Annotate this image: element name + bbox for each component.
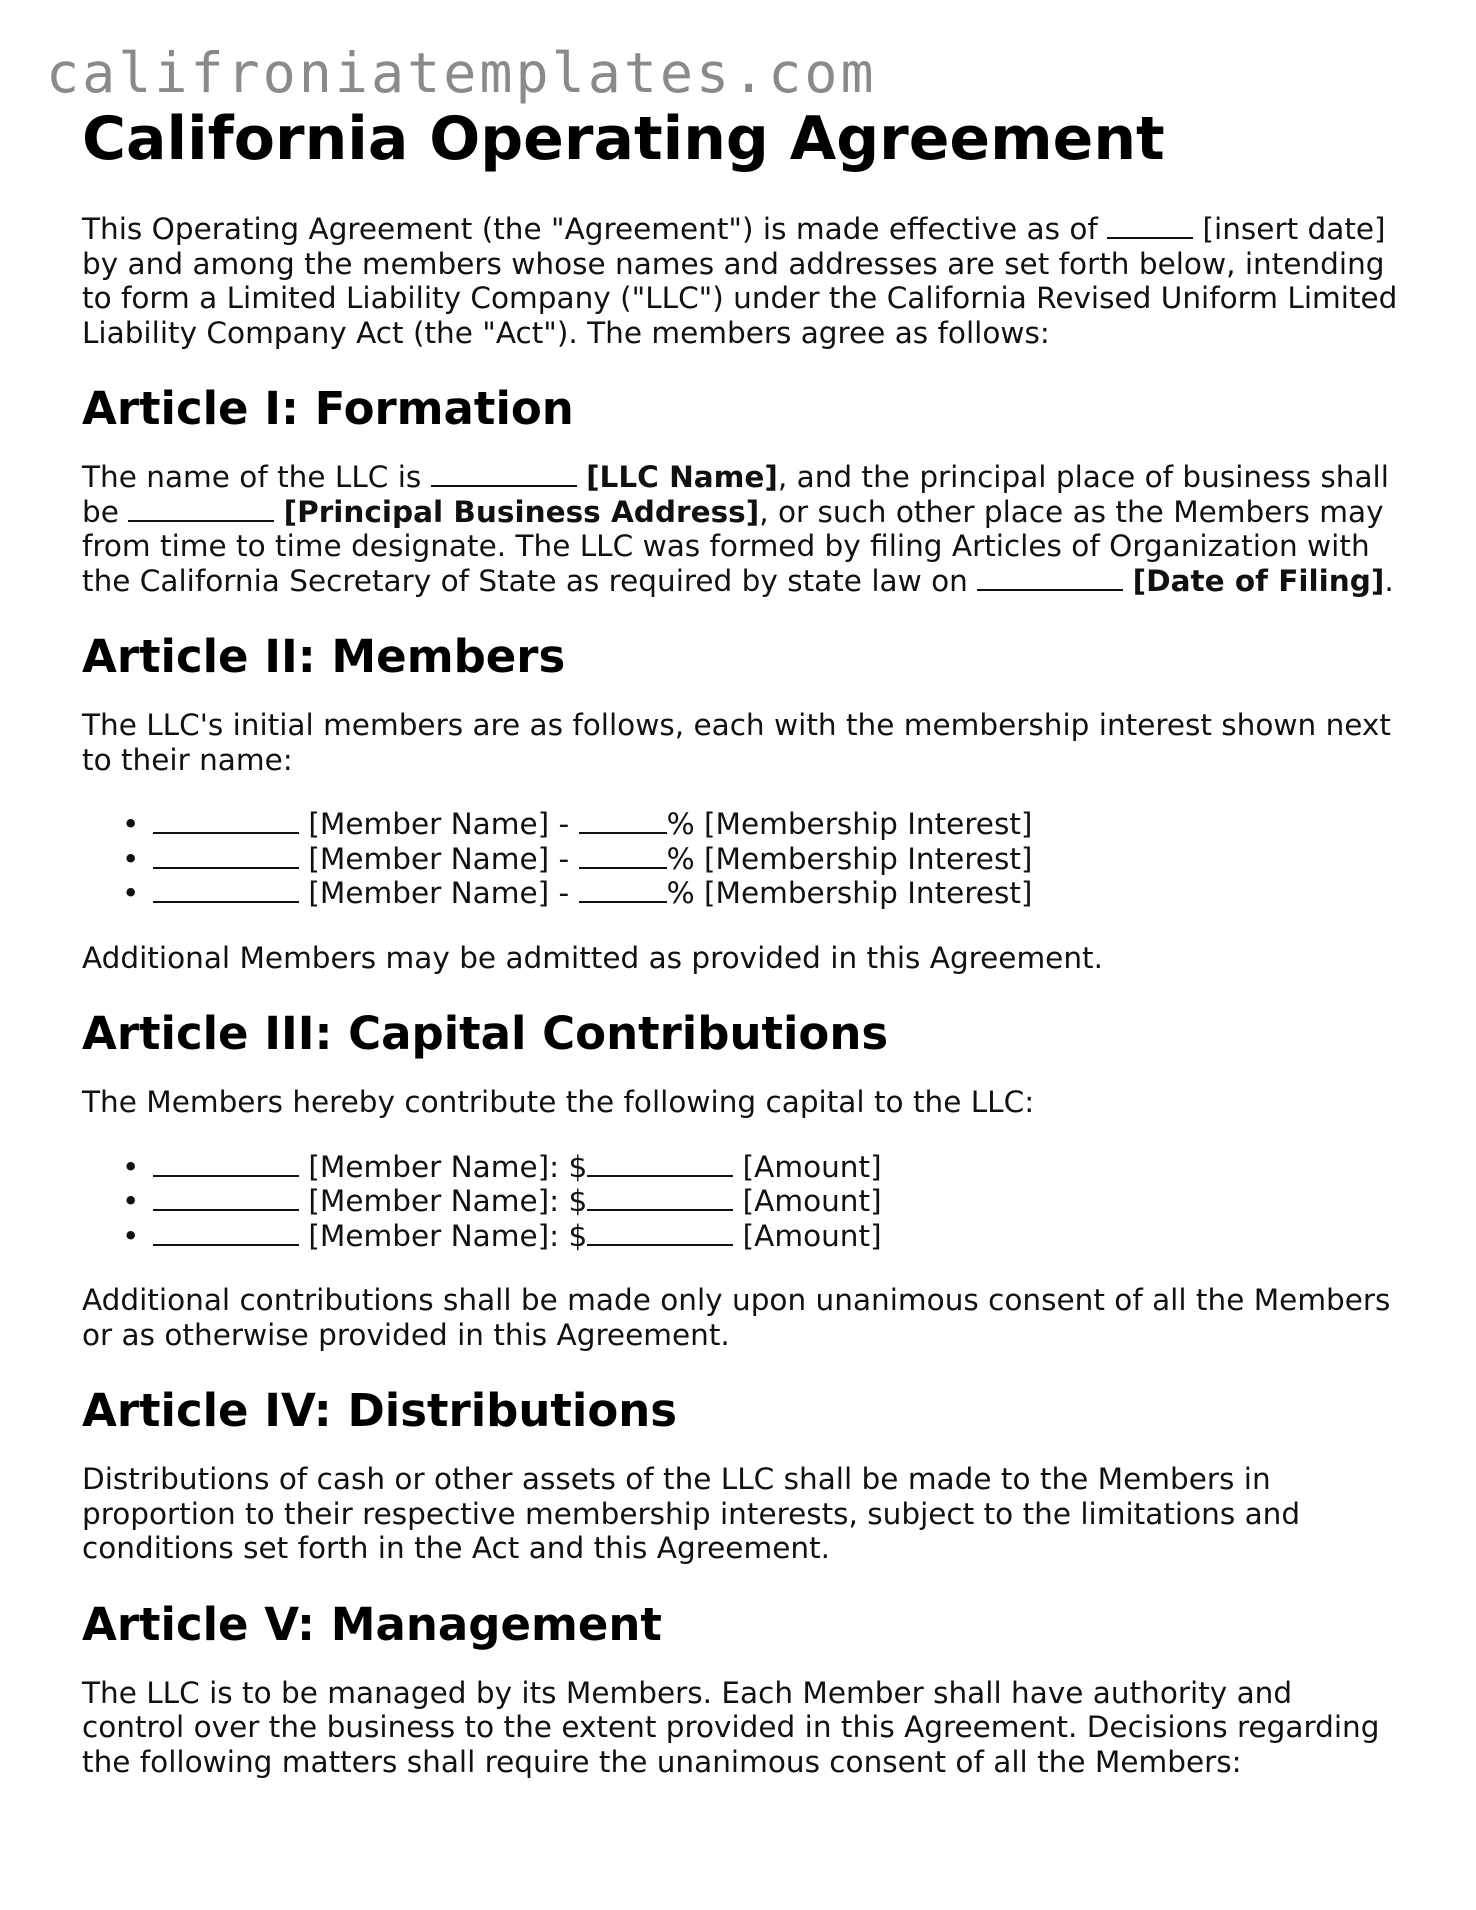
address-blank [128, 496, 274, 522]
list-item [153, 842, 1402, 877]
article-1-text-3: , or such other place as the Members may from time to time designate. The LLC was formed by filing Articles of Organization with the California Secretary of State as required by state law on [82, 494, 1384, 598]
article-5-paragraph: The LLC is to be managed by its Members. Each Member shall have authority and control over the business to the extent provided in this Agreement. Decisions regarding the following matters shall require the unanimous consent of all the Members: [82, 1675, 1380, 1779]
member-name-blank [153, 877, 299, 903]
intro-text-2: [insert date] by and among the members whose names and addresses are set forth below, intending to form a Limited Liability Company ("LLC") under the California Revised Uniform Limited Liability Company Act (the "Act"). The members agree as follows: [82, 212, 1398, 350]
interest-blank [579, 877, 667, 903]
interest-blank [579, 808, 667, 834]
member-name-blank [153, 843, 299, 869]
amount-placeholder: [Amount] [742, 1218, 882, 1253]
article-3-paragraph: The Members hereby contribute the following capital to the LLC: [82, 1085, 1035, 1119]
article-5-heading: Article V: Management [82, 1597, 662, 1651]
member-name-placeholder: [Member Name] - [308, 876, 570, 910]
interest-placeholder: % [Membership Interest] [666, 876, 1033, 910]
member-name-blank [153, 1185, 299, 1211]
member-name-placeholder: [Member Name]: $ [308, 1149, 588, 1184]
amount-placeholder: [Amount] [742, 1149, 882, 1184]
list-item [153, 1219, 1402, 1254]
list-item [153, 876, 1402, 911]
interest-blank [579, 843, 667, 869]
article-2-after: Additional Members may be admitted as provided in this Agreement. [82, 940, 1103, 975]
llc-name-placeholder: [LLC Name] [586, 460, 778, 494]
list-item [153, 807, 1402, 842]
amount-blank [587, 1220, 733, 1246]
member-name-blank [153, 1151, 299, 1177]
list-item [153, 1184, 1402, 1219]
article-1-text-1: The name of the LLC is [82, 460, 422, 494]
document-title: California Operating Agreement [82, 104, 1165, 174]
amount-placeholder: [Amount] [742, 1184, 882, 1218]
interest-placeholder: % [Membership Interest] [666, 841, 1033, 876]
amount-blank [587, 1151, 733, 1177]
interest-placeholder: % [Membership Interest] [666, 807, 1033, 841]
article-3-after: Additional contributions shall be made only upon unanimous consent of all the Members or as otherwise provided in this Agreement. [82, 1283, 1391, 1352]
filing-date-placeholder: [Date of Filing] [1132, 563, 1385, 598]
member-name-placeholder: [Member Name]: $ [308, 1218, 588, 1253]
article-1-heading: Article I: Formation [82, 382, 574, 435]
amount-blank [587, 1185, 733, 1211]
article-2-heading: Article II: Members [82, 630, 566, 683]
contributions-list [82, 1150, 1402, 1254]
article-1-text-2: , and the principal place of business shall be [82, 460, 1389, 529]
address-placeholder: [Principal Business Address] [283, 494, 760, 529]
date-blank [1107, 213, 1193, 239]
members-list [82, 807, 1402, 911]
document-page [82, 100, 1402, 1809]
member-name-blank [153, 1220, 299, 1246]
article-1-text-4: . [1384, 563, 1394, 598]
member-name-placeholder: [Member Name] - [308, 841, 570, 876]
article-3-heading: Article III: Capital Contributions [82, 1007, 889, 1060]
intro-paragraph [82, 212, 1402, 350]
member-name-placeholder: [Member Name] - [308, 807, 570, 841]
article-4-paragraph: Distributions of cash or other assets of the LLC shall be made to the Members in proportion to their respective membership interests, subject to the limitations and conditions set forth in the Act and this Agreement. [82, 1462, 1301, 1565]
filing-date-blank [977, 565, 1123, 591]
watermark: califroniatemplates.com [46, 41, 877, 105]
member-name-blank [153, 808, 299, 834]
article-1-paragraph [82, 460, 1402, 598]
member-name-placeholder: [Member Name]: $ [308, 1184, 588, 1218]
llc-name-blank [431, 461, 577, 487]
article-2-paragraph: The LLC's initial members are as follows, each with the membership interest shown next to their name: [82, 708, 1391, 777]
intro-text-1: This Operating Agreement (the "Agreement") is made effective as of [82, 212, 1098, 246]
article-4-heading: Article IV: Distributions [82, 1384, 678, 1437]
list-item [153, 1150, 1402, 1185]
